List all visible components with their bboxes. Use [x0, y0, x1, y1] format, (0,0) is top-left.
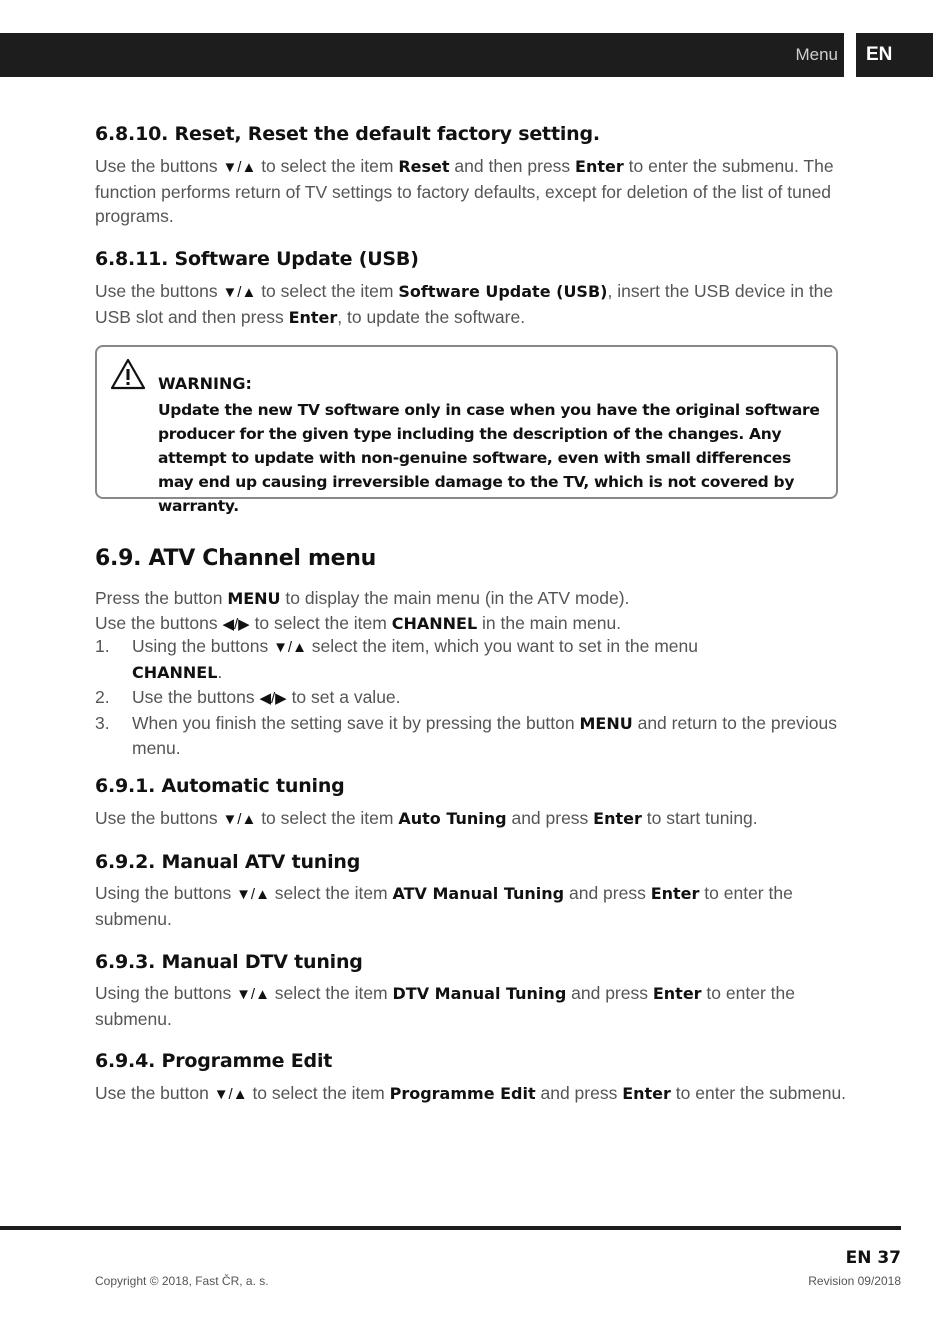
- header-menu-label: Menu: [795, 45, 838, 64]
- down-up-arrows-icon: ▼/▲: [222, 159, 257, 176]
- warning-box: [95, 345, 838, 515]
- section-body-6-9-2: Using the buttons ▼/▲ select the item ATV Manual Tuning and press Enter to enter the submenu.: [95, 883, 793, 929]
- section-intro-6-9: Press the button MENU to display the main menu (in the ATV mode). Use the buttons ◀/▶ to select the item CHANNEL in the main menu.: [95, 588, 630, 633]
- warning-title: WARNING:: [158, 374, 252, 393]
- term-auto-tuning: Auto Tuning: [398, 809, 507, 828]
- down-up-arrows-icon: ▼/▲: [213, 1086, 248, 1103]
- section-body-6-8-10: Use the buttons ▼/▲ to select the item Reset and then press Enter to enter the submenu. The function performs return of TV settings to factory defaults, except for deletion of the list of tuned programs.: [95, 156, 834, 226]
- term-dtv-manual-tuning: DTV Manual Tuning: [392, 984, 567, 1003]
- section-title-6-9-3: 6.9.3. Manual DTV tuning: [95, 951, 363, 973]
- list-item: 1. Using the buttons ▼/▲ select the item, which you want to set in the menu CHANNEL.: [95, 636, 698, 682]
- term-enter: Enter: [593, 809, 642, 828]
- footer-divider: [0, 1226, 901, 1230]
- term-enter: Enter: [622, 1084, 671, 1103]
- revision: Revision 09/2018: [808, 1274, 901, 1288]
- term-enter: Enter: [650, 884, 700, 903]
- left-right-arrows-icon: ◀/▶: [222, 616, 250, 633]
- section-body-6-9-3: Using the buttons ▼/▲ select the item DTV Manual Tuning and press Enter to enter the submenu.: [95, 983, 795, 1029]
- term-enter: Enter: [652, 984, 702, 1003]
- down-up-arrows-icon: ▼/▲: [236, 886, 270, 903]
- language-badge: [856, 33, 933, 77]
- language-label: EN: [866, 44, 893, 65]
- section-body-6-9-4: Use the button ▼/▲ to select the item Programme Edit and press Enter to enter the submenu.: [95, 1083, 847, 1103]
- warning-triangle-icon: [110, 358, 146, 390]
- copyright: Copyright © 2018, Fast ČR, a. s.: [95, 1274, 269, 1288]
- down-up-arrows-icon: ▼/▲: [273, 639, 307, 656]
- term-enter: Enter: [288, 308, 338, 327]
- section-title-6-9-2: 6.9.2. Manual ATV tuning: [95, 851, 361, 873]
- down-up-arrows-icon: ▼/▲: [236, 986, 270, 1003]
- term-enter: Enter: [575, 157, 624, 176]
- section-title-6-8-11: 6.8.11. Software Update (USB): [95, 248, 419, 270]
- left-right-arrows-icon: ◀/▶: [259, 690, 287, 707]
- steps-list: [95, 634, 855, 760]
- list-item: 3. When you finish the setting save it by pressing the button MENU and return to the previous menu.: [95, 713, 838, 758]
- down-up-arrows-icon: ▼/▲: [222, 284, 257, 301]
- page-number: EN 37: [845, 1248, 901, 1268]
- header-bar: [0, 33, 844, 77]
- term-reset: Reset: [398, 157, 450, 176]
- list-item: 2. Use the buttons ◀/▶ to set a value.: [95, 687, 401, 707]
- section-title-6-9-1: 6.9.1. Automatic tuning: [95, 775, 345, 797]
- section-title-6-8-10: 6.8.10. Reset, Reset the default factory setting.: [95, 123, 600, 145]
- term-software-update: Software Update (USB): [398, 282, 608, 301]
- term-atv-manual-tuning: ATV Manual Tuning: [392, 884, 565, 903]
- section-title-6-9-4: 6.9.4. Programme Edit: [95, 1050, 333, 1072]
- section-body-6-9-1: Use the buttons ▼/▲ to select the item Auto Tuning and press Enter to start tuning.: [95, 808, 758, 828]
- term-channel: CHANNEL: [391, 614, 478, 633]
- term-menu: MENU: [227, 589, 281, 608]
- term-programme-edit: Programme Edit: [389, 1084, 536, 1103]
- warning-text: Update the new TV software only in case when you have the original software producer for the given type including the description of the changes. Any attempt to update with non-genuine software, even with small differences may end up causing irreversible damage to the TV, which is not covered by warranty.: [158, 401, 820, 515]
- section-title-6-9: 6.9. ATV Channel menu: [95, 546, 376, 571]
- section-body-6-8-11: Use the buttons ▼/▲ to select the item Software Update (USB), insert the USB device in the USB slot and then press Enter, to update the software.: [95, 281, 834, 327]
- down-up-arrows-icon: ▼/▲: [222, 811, 257, 828]
